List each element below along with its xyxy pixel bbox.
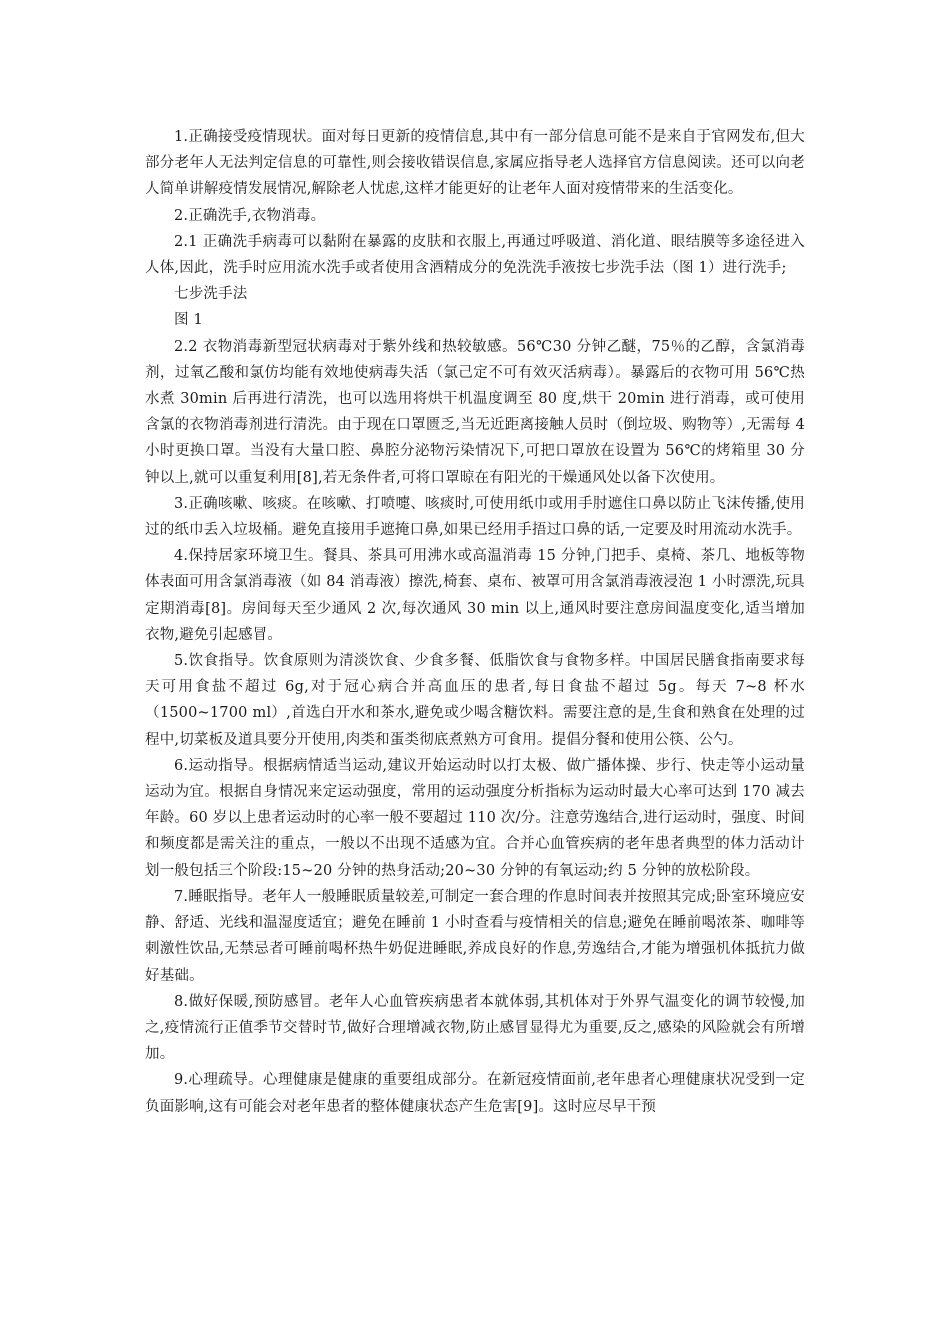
paragraph-accept-situation: 1.正确接受疫情现状。面对每日更新的疫情信息,其中有一部分信息可能不是来自于官网发布,但大部分老年人无法判定信息的可靠性,则会接收错误信息,家属应指导老人选择官方信息阅读。还可以向老人简单讲解疫情发展情况,解除老人忧虑,这样才能更好的让老年人面对疫情带来的生活变化。: [145, 129, 805, 198]
figure-title: 七步洗手法: [174, 286, 248, 303]
figure-caption: 图 1: [174, 312, 203, 329]
paragraph-psychological: 9.心理疏导。心理健康是健康的重要组成部分。在新冠疫情面前,老年患者心理健康状况受到一定负面影响,这有可能会对老年患者的整体健康状态产生危害[9]。这时应尽早干预: [145, 1072, 805, 1115]
paragraph-sleep: 7.睡眠指导。老年人一般睡眠质量较差,可制定一套合理的作息时间表并按照其完成;卧室环境应安静、舒适、光线和温湿度适宜；避免在睡前 1 小时查看与疫情相关的信息;避免在睡前喝浓茶、咖啡等刺激性饮品,无禁忌者可睡前喝杯热牛奶促进睡眠,养成良好的作息,劳逸结合,才能为增强机体抵抗力做好基础。: [145, 888, 805, 984]
paragraph-home-hygiene: 4.保持居家环境卫生。餐具、茶具可用沸水或高温消毒 15 分钟,门把手、桌椅、茶几、地板等物体表面可用含氯消毒液（如 84 消毒液）擦洗,椅套、桌布、被罩可用含氯消毒液浸泡 1 小时漂洗,玩具定期消毒[8]。房间每天至少通风 2 次,每次通风 30 min 以上,通风时要注意房间温度变化,适当增加衣物,避免引起感冒。: [145, 548, 805, 643]
paragraph-clothing-disinfection: 2.2 衣物消毒新型冠状病毒对于紫外线和热较敏感。56℃30 分钟乙醚，75％的乙醇，含氯消毒剂，过氧乙酸和氯仿均能有效地使病毒失活（氯己定不可有效灭活病毒）。暴露后的衣物可用 56℃热水煮 30min 后再进行清洗，也可以选用将烘干机温度调至 80 度,烘干 20min 进行消毒，或可使用含氯的衣物消毒剂进行清洗。由于现在口罩匮乏,当无近距离接触人员时（倒垃圾、购物等）,无需每 4 小时更换口罩。当没有大量口腔、鼻腔分泌物污染情况下,可把口罩放在设置为 56℃的烤箱里 30 分钟以上,就可以重复利用[8],若无条件者,可将口罩晾在有阳光的干燥通风处以备下次使用。: [145, 338, 805, 486]
paragraph-exercise: 6.运动指导。根据病情适当运动,建议开始运动时以打太极、做广播体操、步行、快走等小运动量运动为宜。根据自身情况来定运动强度，常用的运动强度分析指标为运动时最大心率可达到 170 减去年龄。60 岁以上患者运动时的心率一般不要超过 110 次/分。注意劳逸结合,进行运动时，强度、时间和频度都是需关注的重点，一般以不出现不适感为宜。合并心血管疾病的老年患者典型的体力活动计划一般包括三个阶段:15~20 分钟的热身活动;20~30 分钟的有氧运动;约 5 分钟的放松阶段。: [145, 757, 805, 879]
paragraph-keep-warm: 8.做好保暖,预防感冒。老年人心血管疾病患者本就体弱,其机体对于外界气温变化的调节较慢,加之,疫情流行正值季节交替时节,做好合理增减衣物,防止感冒显得尤为重要,反之,感染的风险就会有所增加。: [145, 993, 805, 1063]
paragraph-hand-washing: 2.1 正确洗手病毒可以黏附在暴露的皮肤和衣服上,再通过呼吸道、消化道、眼结膜等多途径进入人体,因此，洗手时应用流水洗手或者使用含酒精成分的免洗洗手液按七步洗手法（图 1）进行洗手;: [145, 233, 805, 277]
paragraph-hand-washing-heading: 2.正确洗手,衣物消毒。: [174, 207, 326, 224]
paragraph-diet: 5.饮食指导。饮食原则为清淡饮食、少食多餐、低脂饮食与食物多样。中国居民膳食指南要求每天可用食盐不超过 6g,对于冠心病合并高血压的患者,每日食盐不超过 5g。每天 7~8 杯水（1500~1700 ml）,首选白开水和茶水,避免或少喝含糖饮料。需要注意的是,生食和熟食在处理的过程中,切菜板及道具要分开使用,肉类和蛋类彻底煮熟方可食用。提倡分餐和使用公筷、公勺。: [145, 653, 805, 748]
paragraph-coughing: 3.正确咳嗽、咳痰。在咳嗽、打喷嚏、咳痰时,可使用纸巾或用手肘遮住口鼻以防止飞沫传播,使用过的纸巾丢入垃圾桶。避免直接用手遮掩口鼻,如果已经用手捂过口鼻的话,一定要及时用流动水洗手。: [145, 495, 805, 539]
